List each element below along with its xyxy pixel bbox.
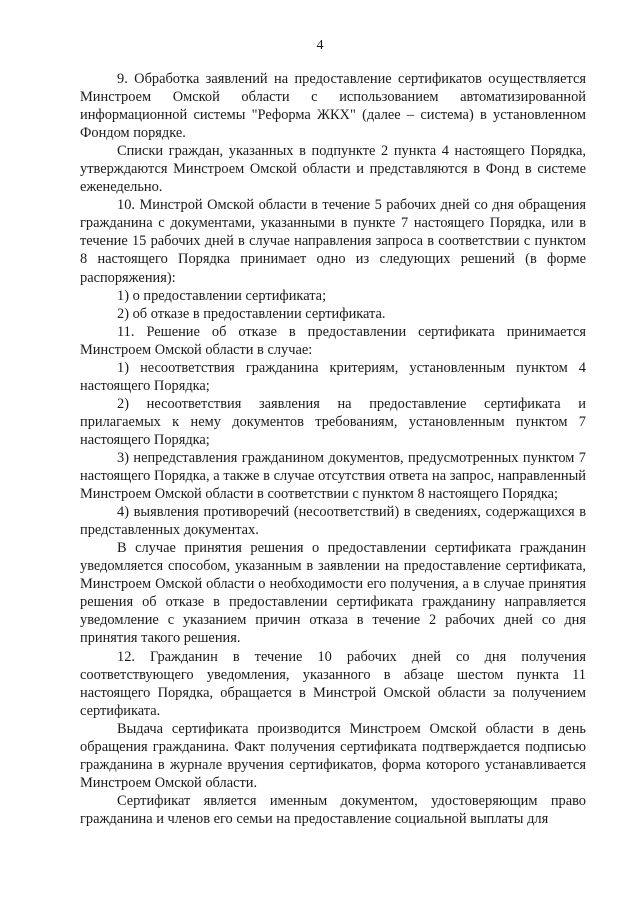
paragraph-12: 12. Гражданин в течение 10 рабочих дней со дня получения соответствующего уведомления, указанного в абзаце шестом пункта 11 настоящего Порядка, обращается в Минстрой Омской области за получением сертификата. bbox=[80, 648, 586, 719]
paragraph-issuance: Выдача сертификата производится Минстроем Омской области в день обращения гражданина. Факт получения сертификата подтверждается подписью гражданина в журнале вручения сертификатов, форма которого устанавливается Минстроем Омской области. bbox=[80, 720, 586, 791]
list-item-decision-2: 2) об отказе в предоставлении сертификата. bbox=[117, 305, 386, 322]
document-body bbox=[80, 70, 586, 828]
paragraph-11: 11. Решение об отказе в предоставлении сертификата принимается Минстроем Омской области в случае: bbox=[80, 323, 586, 358]
paragraph-9: 9. Обработка заявлений на предоставление сертификатов осуществляется Минстроем Омской области с использованием автоматизированной информационной системы "Реформа ЖКХ" (далее – система) в установленном Фондом порядке. bbox=[80, 71, 586, 142]
paragraph-certificate-nominal: Сертификат является именным документом, удостоверяющим право гражданина и членов его семьи на предоставление социальной выплаты для bbox=[80, 792, 586, 827]
list-item-decision-1: 1) о предоставлении сертификата; bbox=[117, 287, 327, 304]
paragraph-10: 10. Минстрой Омской области в течение 5 рабочих дней со дня обращения гражданина с документами, указанными в пункте 7 настоящего Порядка, или в течение 15 рабочих дней в случае направления запроса в соответствии с пунктом 8 настоящего Порядка принимает одно из следующих решений (в форме распоряжения): bbox=[80, 197, 586, 286]
list-item-refusal-4: 4) выявления противоречий (несоответствий) в сведениях, содержащихся в представленных документах. bbox=[80, 504, 586, 539]
paragraph-notification: В случае принятия решения о предоставлении сертификата гражданин уведомляется способом, указанным в заявлении на предоставление сертификата, Минстроем Омской области о необходимости его получения, а в случае принятия решения об отказе в предоставлении сертификата гражданину направляется уведомление с указанием причин отказа в течение 2 рабочих дней со дня принятия такого решения. bbox=[80, 540, 586, 647]
list-item-refusal-2: 2) несоответствия заявления на предоставление сертификата и прилагаемых к нему документов требованиям, установленным пунктом 7 настоящего Порядка; bbox=[80, 395, 586, 448]
list-item-refusal-1: 1) несоответствия гражданина критериям, установленным пунктом 4 настоящего Порядка; bbox=[80, 359, 586, 394]
page-number: 4 bbox=[316, 38, 324, 53]
list-item-refusal-3: 3) непредставления гражданином документов, предусмотренных пунктом 7 настоящего Порядка, а также в случае отсутствия ответа на запрос, направленный Минстроем Омской области в соответствии с пунктом 8 настоящего Порядка; bbox=[80, 449, 586, 503]
paragraph-citizens-lists: Списки граждан, указанных в подпункте 2 пункта 4 настоящего Порядка, утверждаются Минстроем Омской области и представляются в Фонд в системе еженедельно. bbox=[80, 143, 586, 196]
